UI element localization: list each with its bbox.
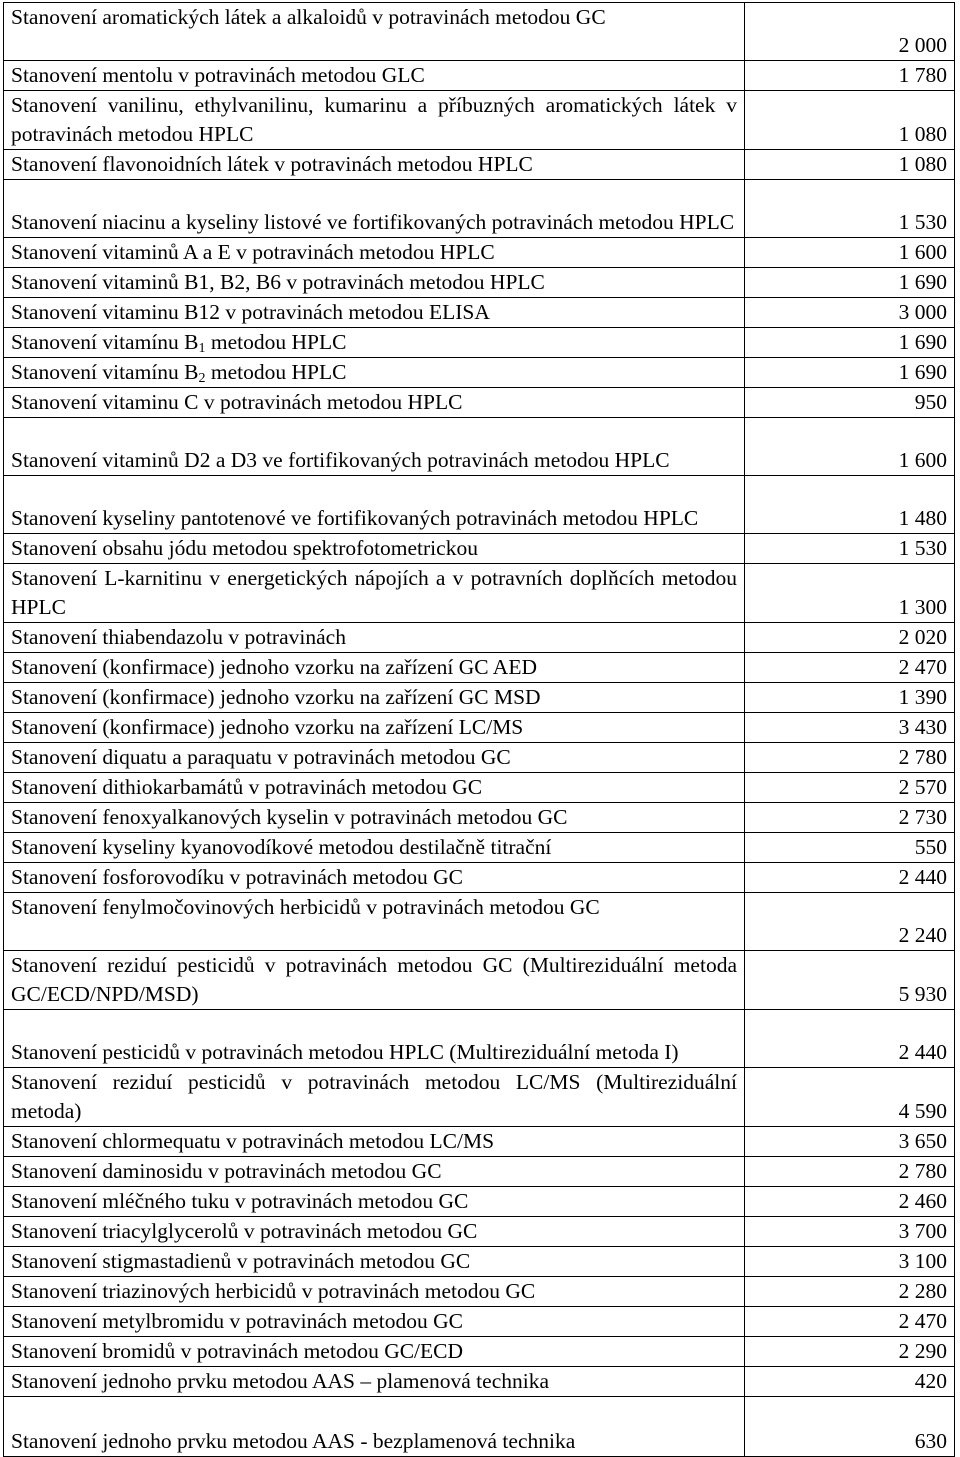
service-description [4,773,745,803]
service-description [4,388,745,418]
description-text: Stanovení jednoho prvku metodou AAS – plamenová technika [11,1369,550,1393]
table-row [4,564,955,623]
service-price: 1 690 [745,268,955,298]
service-description [4,61,745,91]
description-text: Stanovení vanilinu, ethylvanilinu, kumarinu a příbuzných aromatických látek v potravinách metodou HPLC [11,93,737,146]
service-description [4,623,745,653]
service-price: 1 300 [745,564,955,623]
service-description [4,238,745,268]
table-row [4,1217,955,1247]
service-price: 950 [745,388,955,418]
description-text: Stanovení vitaminu B12 v potravinách metodou ELISA [11,300,490,324]
table-row [4,713,955,743]
service-price: 2 280 [745,1277,955,1307]
service-price: 2 730 [745,803,955,833]
service-description [4,418,745,476]
description-text: Stanovení triacylglycerolů v potravinách metodou GC [11,1219,478,1243]
description-text: Stanovení (konfirmace) jednoho vzorku na zařízení LC/MS [11,715,524,739]
table-row [4,1127,955,1157]
service-price: 1 080 [745,91,955,150]
table-row [4,683,955,713]
table-row [4,298,955,328]
table-row [4,238,955,268]
table-row [4,150,955,180]
service-description [4,3,745,61]
description-text: Stanovení daminosidu v potravinách metodou GC [11,1159,442,1183]
table-row [4,534,955,564]
table-row [4,61,955,91]
table-row [4,1187,955,1217]
service-price: 4 590 [745,1068,955,1127]
description-text: Stanovení L-karnitinu v energetických nápojích a v potravních doplňcích metodou HPLC [11,566,737,619]
service-price: 3 000 [745,298,955,328]
service-description [4,180,745,238]
description-text: Stanovení vitaminů B1, B2, B6 v potravinách metodou HPLC [11,270,545,294]
service-price: 3 100 [745,1247,955,1277]
service-description [4,298,745,328]
table-row [4,3,955,61]
service-price: 2 440 [745,863,955,893]
table-row [4,476,955,534]
service-description [4,893,745,951]
description-text: Stanovení dithiokarbamátů v potravinách metodou GC [11,775,483,799]
service-price: 630 [745,1397,955,1457]
vitamin-subscript: 2 [198,371,206,386]
table-row [4,358,955,388]
table-row [4,863,955,893]
table-row [4,91,955,150]
table-row [4,418,955,476]
table-row [4,1157,955,1187]
service-price: 3 430 [745,713,955,743]
description-text: Stanovení fosforovodíku v potravinách metodou GC [11,865,464,889]
service-price: 550 [745,833,955,863]
service-description [4,1397,745,1457]
service-description [4,833,745,863]
service-price: 2 020 [745,623,955,653]
description-text: Stanovení vitaminu C v potravinách metodou HPLC [11,390,463,414]
service-description [4,713,745,743]
description-text: Stanovení vitamínu B [11,330,199,354]
service-price: 2 570 [745,773,955,803]
table-row [4,388,955,418]
description-text: Stanovení (konfirmace) jednoho vzorku na zařízení GC MSD [11,685,541,709]
service-price: 1 780 [745,61,955,91]
service-price: 1 600 [745,238,955,268]
service-price: 2 780 [745,1157,955,1187]
service-price: 2 290 [745,1337,955,1367]
service-description [4,268,745,298]
table-row [4,1277,955,1307]
service-description [4,358,745,388]
service-description [4,328,745,358]
table-row [4,1247,955,1277]
description-text: Stanovení flavonoidních látek v potravinách metodou HPLC [11,152,533,176]
description-text: Stanovení fenylmočovinových herbicidů v potravinách metodou GC [11,895,600,919]
service-description [4,951,745,1010]
service-description [4,1010,745,1068]
description-text: Stanovení mentolu v potravinách metodou GLC [11,63,425,87]
table-row [4,1068,955,1127]
service-description [4,863,745,893]
description-text: Stanovení stigmastadienů v potravinách metodou GC [11,1249,471,1273]
table-row [4,268,955,298]
vitamin-subscript: 1 [198,341,206,356]
table-row [4,803,955,833]
description-text: Stanovení chlormequatu v potravinách metodou LC/MS [11,1129,495,1153]
table-row [4,1367,955,1397]
service-description [4,476,745,534]
service-description [4,534,745,564]
description-text: Stanovení kyseliny kyanovodíkové metodou destilačně titrační [11,835,552,859]
service-price: 2 470 [745,1307,955,1337]
price-table-body [4,3,955,1457]
service-description [4,91,745,150]
description-text: Stanovení triazinových herbicidů v potravinách metodou GC [11,1279,536,1303]
service-price: 1 480 [745,476,955,534]
description-text: Stanovení aromatických látek a alkaloidů v potravinách metodou GC [11,5,606,29]
service-description [4,1367,745,1397]
description-text: Stanovení fenoxyalkanových kyselin v potravinách metodou GC [11,805,568,829]
service-description [4,1247,745,1277]
description-text: Stanovení (konfirmace) jednoho vzorku na zařízení GC AED [11,655,537,679]
table-row [4,773,955,803]
service-description [4,564,745,623]
description-text: Stanovení vitaminů A a E v potravinách metodou HPLC [11,240,495,264]
service-price: 2 460 [745,1187,955,1217]
service-price: 1 600 [745,418,955,476]
price-table [3,2,955,1457]
service-description [4,150,745,180]
description-text: Stanovení niacinu a kyseliny listové ve fortifikovaných potravinách metodou HPLC [11,210,735,234]
description-text: Stanovení diquatu a paraquatu v potravinách metodou GC [11,745,511,769]
service-price: 2 240 [745,893,955,951]
service-description [4,1337,745,1367]
service-price: 1 390 [745,683,955,713]
description-text: Stanovení vitaminů D2 a D3 ve fortifikovaných potravinách metodou HPLC [11,448,670,472]
description-text: Stanovení obsahu jódu metodou spektrofotometrickou [11,536,478,560]
service-description [4,1217,745,1247]
service-description [4,803,745,833]
table-row [4,1397,955,1457]
service-description [4,683,745,713]
service-description [4,1307,745,1337]
description-text: metodou HPLC [205,360,347,384]
service-price: 3 700 [745,1217,955,1247]
description-text: Stanovení vitamínu B [11,360,199,384]
table-row [4,1307,955,1337]
table-row [4,743,955,773]
table-row [4,623,955,653]
service-price: 5 930 [745,951,955,1010]
service-description [4,1277,745,1307]
service-price: 1 530 [745,534,955,564]
service-price: 2 470 [745,653,955,683]
table-row [4,180,955,238]
table-row [4,1010,955,1068]
table-row [4,328,955,358]
table-row [4,833,955,863]
table-row [4,1337,955,1367]
service-price: 1 080 [745,150,955,180]
service-price: 2 000 [745,3,955,61]
service-description [4,1187,745,1217]
description-text: Stanovení mléčného tuku v potravinách metodou GC [11,1189,469,1213]
service-description [4,1068,745,1127]
description-text: Stanovení pesticidů v potravinách metodou HPLC (Multireziduální metoda I) [11,1040,679,1064]
service-description [4,1127,745,1157]
description-text: Stanovení reziduí pesticidů v potravinách metodou LC/MS (Multireziduální metoda) [11,1070,737,1123]
service-price: 1 530 [745,180,955,238]
description-text: metodou HPLC [205,330,347,354]
service-description [4,653,745,683]
table-row [4,951,955,1010]
service-price: 3 650 [745,1127,955,1157]
description-text: Stanovení thiabendazolu v potravinách [11,625,346,649]
description-text: Stanovení bromidů v potravinách metodou GC/ECD [11,1339,464,1363]
service-price: 420 [745,1367,955,1397]
description-text: Stanovení jednoho prvku metodou AAS - bezplamenová technika [11,1429,576,1453]
description-text: Stanovení reziduí pesticidů v potravinách metodou GC (Multireziduální metoda GC/ECD/NPD/MSD) [11,953,737,1006]
service-description [4,1157,745,1187]
service-price: 2 780 [745,743,955,773]
service-price: 1 690 [745,328,955,358]
service-price: 1 690 [745,358,955,388]
service-price: 2 440 [745,1010,955,1068]
table-row [4,653,955,683]
service-description [4,743,745,773]
description-text: Stanovení metylbromidu v potravinách metodou GC [11,1309,464,1333]
table-row [4,893,955,951]
description-text: Stanovení kyseliny pantotenové ve fortifikovaných potravinách metodou HPLC [11,506,699,530]
